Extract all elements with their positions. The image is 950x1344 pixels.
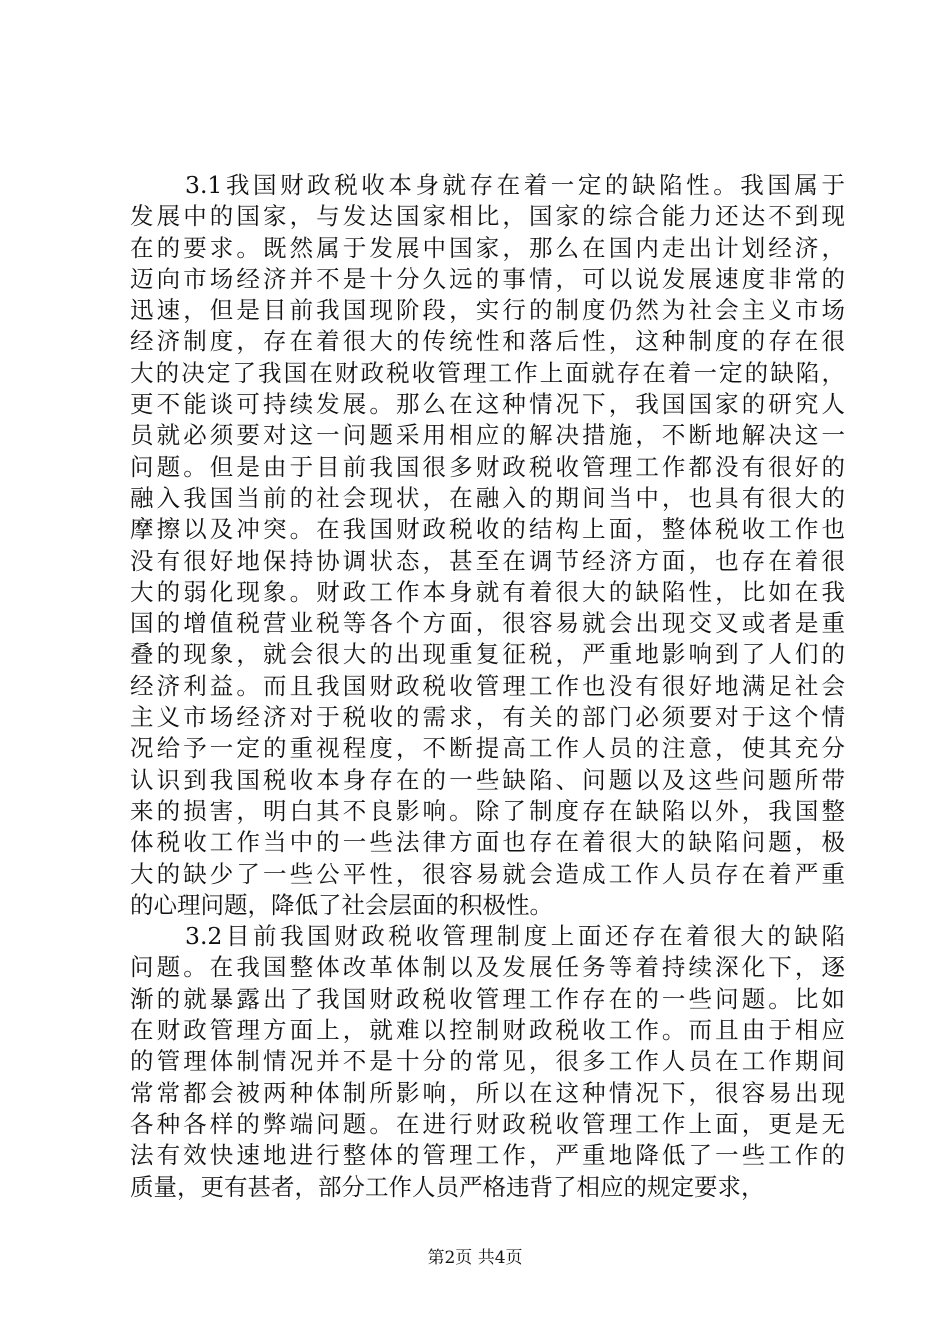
paragraph-line: 大的弱化现象。财政工作本身就有着很大的缺陷性，比如在我 <box>130 577 845 606</box>
paragraph <box>130 921 845 1203</box>
paragraph-line: 大的决定了我国在财政税收管理工作上面就存在着一定的缺陷， <box>130 358 845 387</box>
paragraph-line: 摩擦以及冲突。在我国财政税收的结构上面，整体税收工作也 <box>130 515 845 544</box>
paragraph-line: 况给予一定的重视程度，不断提高工作人员的注意，使其充分 <box>130 734 845 763</box>
paragraph-line: 主义市场经济对于税收的需求，有关的部门必须要对于这个情 <box>130 703 845 732</box>
paragraph-line: 认识到我国税收本身存在的一些缺陷、问题以及这些问题所带 <box>130 765 845 794</box>
document-body <box>130 170 845 1203</box>
paragraph-line: 经济制度，存在着很大的传统性和落后性，这种制度的存在很 <box>130 327 845 356</box>
paragraph-line: 问题。但是由于目前我国很多财政税收管理工作都没有很好的 <box>130 452 845 481</box>
page-footer: 第2页 共4页 <box>427 1248 523 1268</box>
paragraph-line: 质量，更有甚者，部分工作人员严格违背了相应的规定要求， <box>130 1172 765 1201</box>
paragraph-line: 叠的现象，就会很大的出现重复征税，严重地影响到了人们的 <box>130 640 845 669</box>
paragraph-line: 在财政管理方面上，就难以控制财政税收工作。而且由于相应 <box>130 1016 845 1045</box>
paragraph-line: 各种各样的弊端问题。在进行财政税收管理工作上面，更是无 <box>130 1109 845 1138</box>
paragraph-line: 迈向市场经济并不是十分久远的事情，可以说发展速度非常的 <box>130 264 845 293</box>
paragraph-line: 的心理问题，降低了社会层面的积极性。 <box>130 890 553 919</box>
paragraph <box>130 170 845 921</box>
paragraph-line: 在的要求。既然属于发展中国家，那么在国内走出计划经济， <box>130 233 845 262</box>
paragraph-line: 法有效快速地进行整体的管理工作，严重地降低了一些工作的 <box>130 1141 845 1170</box>
paragraph-line: 融入我国当前的社会现状，在融入的期间当中，也具有很大的 <box>130 483 845 512</box>
paragraph-line: 来的损害，明白其不良影响。除了制度存在缺陷以外，我国整 <box>130 796 845 825</box>
paragraph-line: 经济利益。而且我国财政税收管理工作也没有很好地满足社会 <box>130 671 845 700</box>
paragraph-line: 问题。在我国整体改革体制以及发展任务等着持续深化下，逐 <box>130 953 845 982</box>
paragraph-line: 国的增值税营业税等各个方面，很容易就会出现交叉或者是重 <box>130 609 845 638</box>
paragraph-line: 更不能谈可持续发展。那么在这种情况下，我国国家的研究人 <box>130 390 845 419</box>
paragraph-line: 体税收工作当中的一些法律方面也存在着很大的缺陷问题，极 <box>130 828 845 857</box>
paragraph-line: 发展中的国家，与发达国家相比，国家的综合能力还达不到现 <box>130 202 845 231</box>
paragraph-line: 3.2目前我国财政税收管理制度上面还存在着很大的缺陷 <box>185 922 845 951</box>
paragraph-line: 迅速，但是目前我国现阶段，实行的制度仍然为社会主义市场 <box>130 296 845 325</box>
paragraph-line: 渐的就暴露出了我国财政税收管理工作存在的一些问题。比如 <box>130 984 845 1013</box>
paragraph-line: 3.1我国财政税收本身就存在着一定的缺陷性。我国属于 <box>185 171 845 199</box>
paragraph-line: 常常都会被两种体制所影响，所以在这种情况下，很容易出现 <box>130 1078 845 1107</box>
paragraph-line: 没有很好地保持协调状态，甚至在调节经济方面，也存在着很 <box>130 546 845 575</box>
paragraph-line: 大的缺少了一些公平性，很容易就会造成工作人员存在着严重 <box>130 859 845 888</box>
paragraph-line: 的管理体制情况并不是十分的常见，很多工作人员在工作期间 <box>130 1047 845 1076</box>
paragraph-line: 员就必须要对这一问题采用相应的解决措施，不断地解决这一 <box>130 421 845 450</box>
